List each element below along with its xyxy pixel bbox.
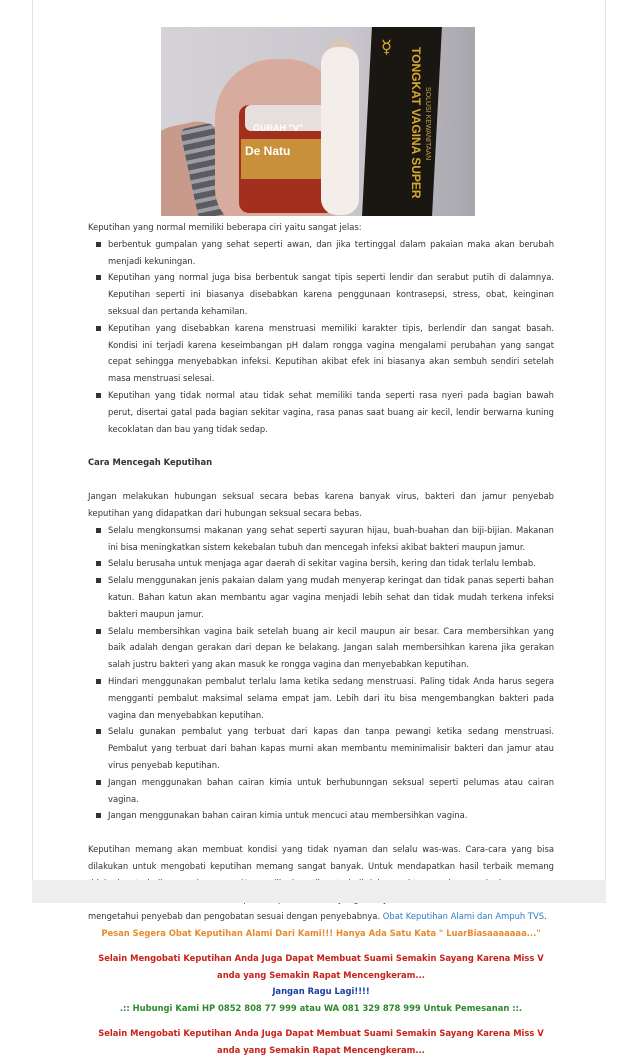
list-item: Jangan menggunakan bahan cairan kimia untuk mencuci atau membersihkan vagina. [104,807,554,824]
list-item: Selalu membersihkan vagina baik setelah buang air kecil maupun air besar. Cara membersihkan yang baik adalah dengan gerakan dari depan ke belakang. Jangan salah membersihkan karena jika gerakan salah justru bakteri yang akan masuk ke rongga vagina dan menyebabkan keputihan. [104,623,554,673]
box-sub-text: SOLUSI KEWANITAAN [424,87,431,161]
right-margin [606,0,638,903]
list-item: Selalu berusaha untuk menjaga agar daerah di sekitar vagina bersih, kering dan tidak terlalu lembab. [104,555,554,572]
list-item: Keputihan yang disebabkan karena menstruasi memiliki karakter tipis, berlendir dan sangat basah. Kondisi ini terjadi karena keseimbangan pH dalam rongga vagina mengalami perubahan yang sangat cepat sehingga menyebabkan infeksi. Keputihan akibat efek ini biasanya akan sembuh sendiri setelah masa menstruasi selesai. [104,320,554,387]
intro-paragraph: Keputihan yang normal memiliki beberapa ciri yaitu sangat jelas: [88,222,362,232]
list-item: Hindari menggunakan pembalut terlalu lama ketika sedang menstruasi. Paling tidak Anda harus segera mengganti pembalut maksimal selama empat jam. Lebih dari itu bisa mengembangkan bakteri pada vagina dan menyebabkan keputihan. [104,673,554,723]
list-item: Keputihan yang normal juga bisa berbentuk sangat tipis seperti lendir dan serabut putih di dalamnya. Keputihan seperti ini biasanya disebabkan karena penggunaan kontrasepsi, stress, obat, keinginan seksual dan pertanda kehamilan. [104,269,554,319]
product-link[interactable]: Obat Keputihan Alami dan Ampuh TVS [382,911,545,922]
promo-red-1: Selain Mengobati Keputihan Anda Juga Dapat Membuat Suami Semakin Sayang Karena Miss V anda yang Semakin Rapat Mencengkeram... [98,952,544,980]
promo-blue: Jangan Ragu Lagi!!!! [272,986,370,997]
list-item: Keputihan yang tidak normal atau tidak sehat memiliki tanda seperti rasa nyeri pada bagian bawah perut, disertai gatal pada bagian sekitar vagina, rasa panas saat buang air kecil, lendir berwarna kuning kecoklatan dan bau yang tidak sedap. [104,387,554,437]
box-title-text: TONGKAT VAGINA SUPER [409,47,423,199]
normal-list [88,236,554,438]
closing-tail: . [544,911,547,922]
closing-text: Keputihan memang akan membuat kondisi yang tidak nyaman dan selalu was-was. Cara-cara yang bisa dilakukan untuk mengobati keputihan memang sangat banyak. Untuk mendapatkan hasil terbaik memang mengetahui penyebab dan pengobatan sesuai dengan penyebabnya. [88,844,554,922]
product-photo [161,27,475,216]
spacer [88,471,554,488]
list-item: Selalu menggunakan jenis pakaian dalam yang mudah menyerap keringat dan tidak panas seperti bahan katun. Bahan katun akan membantu agar vagina menjadi lebih sehat dan tidak mudah terkena infeksi bakteri maupun jamur. [104,572,554,622]
prevent-intro-paragraph: Jangan melakukan hubungan seksual secara bebas karena banyak virus, bakteri dan jamur penyebab keputihan yang didapatkan dari hubungan seksual secara bebas. [88,491,554,518]
photo-stick [321,47,359,215]
spacer [88,942,554,950]
list-item: Selalu gunakan pembalut yang terbuat dari kapas dan tanpa pewangi ketika sedang menstruasi. Pembalut yang terbuat dari bahan kapas murni akan membantu meminimalisir bakteri dan jamur atau virus penyebab keputihan. [104,723,554,773]
promo-orange: Pesan Segera Obat Keputihan Alami Dari Kami!!! Hanya Ada Satu Kata " LuarBiasaaaaaaa..." [101,928,541,939]
jar-brand-text: De Natu [245,144,291,158]
box-logo-icon: ☿ [381,37,393,58]
promo-contact: .:: Hubungi Kami HP 0852 808 77 999 atau WA 081 329 878 999 Untuk Pemesanan ::. [119,1003,523,1014]
list-item: Selalu mengkonsumsi makanan yang sehat seperti sayuran hijau, buah-buahan dan biji-bijian. Makanan ini bisa meningkatkan sistem kekebalan tubuh dan mencegah infeksi akibat bakteri maupun jamur. [104,522,554,556]
left-margin [0,0,32,903]
article-content [88,219,554,1059]
list-item: berbentuk gumpalan yang sehat seperti awan, dan jika tertinggal dalam pakaian maka akan berubah menjadi kekuningan. [104,236,554,270]
spacer [88,437,554,454]
spacer [88,824,554,841]
list-item: Jangan menggunakan bahan cairan kimia untuk berhubunngan seksual seperti pelumas atau cairan vagina. [104,774,554,808]
jar-top-text: GURAH "V" [253,123,304,133]
bottom-band [32,880,606,903]
promo-red-2: Selain Mengobati Keputihan Anda Juga Dapat Membuat Suami Semakin Sayang Karena Miss V anda yang Semakin Rapat Mencengkeram... [98,1028,544,1055]
spacer [88,1017,554,1025]
prevent-list [88,522,554,824]
section-heading: Cara Mencegah Keputihan [88,457,213,468]
